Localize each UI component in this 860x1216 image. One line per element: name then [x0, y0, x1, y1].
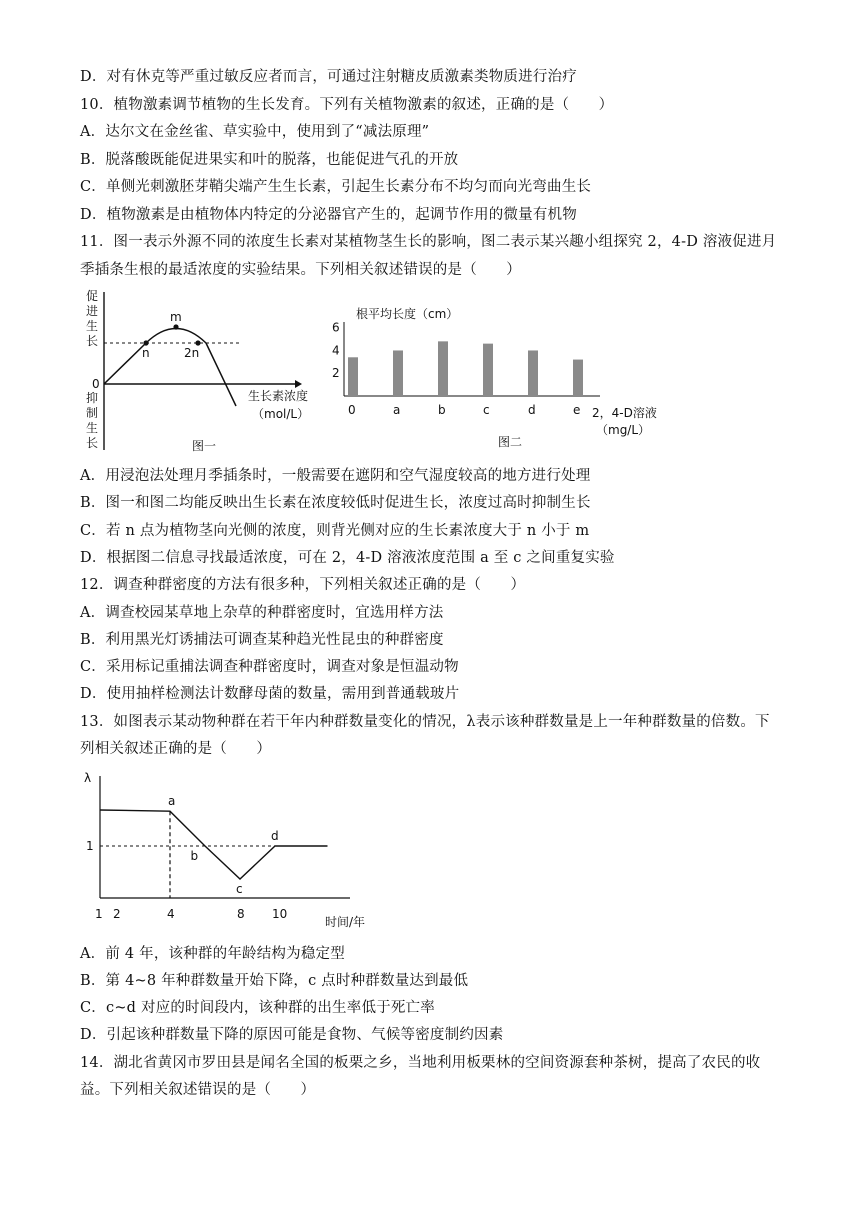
figure-2-y-tick: 4: [332, 343, 340, 358]
question-13: 13．如图表示某动物种群在若干年内种群数量变化的情况，λ表示该种群数量是上一年种群数量的倍数。下: [80, 714, 770, 730]
figure-1-x-unit: （mol/L）: [252, 407, 310, 421]
x-tick-d: d: [528, 403, 536, 417]
bar-e: [573, 360, 583, 396]
option-13-b: B．第 4~8 年种群数量开始下降，c 点时种群数量达到最低: [80, 973, 469, 989]
option-13-c: C．c~d 对应的时间段内，该种群的出生率低于死亡率: [80, 1000, 435, 1016]
figure-1-origin: 0: [92, 377, 100, 391]
figure-2-y-tick: 6: [332, 320, 340, 335]
option-13-a: A．前 4 年，该种群的年龄结构为稳定型: [80, 946, 345, 962]
figure-3-y-tick-1: 1: [86, 839, 94, 853]
svg-text:进: 进: [86, 304, 99, 318]
point-label-b: b: [190, 849, 199, 863]
figure-1: [80, 286, 320, 456]
figure-2-x-label: 2，4-D溶液: [592, 406, 657, 420]
point-n: [143, 340, 148, 345]
option-11-d: D．根据图二信息寻找最适浓度，可在 2，4-D 溶液浓度范围 a 至 c 之间重复实验: [80, 550, 615, 566]
svg-text:促: 促: [86, 289, 99, 303]
figure-2: [330, 300, 657, 450]
option-11-a: A．用浸泡法处理月季插条时，一般需要在遮阴和空气湿度较高的地方进行处理: [80, 468, 591, 484]
svg-text:长: 长: [86, 436, 99, 450]
lambda-line: [100, 810, 328, 879]
question-13-cont: 列相关叙述正确的是（ ）: [80, 741, 272, 757]
x-tick-c: c: [483, 403, 490, 417]
figure-2-y-tick: 2: [332, 366, 340, 381]
x-tick-4: 4: [167, 907, 175, 921]
option-11-b: B．图一和图二均能反映出生长素在浓度较低时促进生长，浓度过高时抑制生长: [80, 495, 591, 511]
x-tick-e: e: [573, 403, 581, 417]
x-tick-10: 10: [272, 907, 288, 921]
svg-text:抑: 抑: [86, 391, 99, 405]
option-10-c: C．单侧光刺激胚芽鞘尖端产生生长素，引起生长素分布不均匀而向光弯曲生长: [80, 179, 592, 195]
figure-1-y-label-bottom: [86, 390, 98, 450]
figure-1-curve: [104, 329, 236, 407]
point-label-c: c: [236, 882, 243, 896]
option-13-d: D．引起该种群数量下降的原因可能是食物、气候等密度制约因素: [80, 1027, 504, 1043]
label-m: m: [170, 310, 182, 324]
x-tick-0: 0: [348, 403, 356, 417]
point-label-a: a: [168, 794, 176, 809]
option-11-c: C．若 n 点为植物茎向光侧的浓度，则背光侧对应的生长素浓度大于 n 小于 m: [80, 523, 590, 539]
question-11-cont: 季插条生根的最适浓度的实验结果。下列相关叙述错误的是（ ）: [80, 262, 521, 278]
figure-3: [80, 766, 380, 936]
point-2n: [195, 340, 200, 345]
option-10-b: B．脱落酸既能促进果实和叶的脱落，也能促进气孔的开放: [80, 152, 459, 168]
option-10-d: D．植物激素是由植物体内特定的分泌器官产生的，起调节作用的微量有机物: [80, 207, 577, 223]
figure-3-y-label: λ: [84, 771, 92, 785]
bar-b: [438, 341, 448, 396]
question-14-cont: 益。下列相关叙述错误的是（ ）: [80, 1082, 316, 1098]
label-n: n: [142, 346, 150, 360]
point-m: [173, 324, 178, 329]
bar-0: [348, 357, 358, 396]
option-12-d: D．使用抽样检测法计数酵母菌的数量，需用到普通载玻片: [80, 686, 460, 702]
option-12-c: C．采用标记重捕法调查种群密度时，调查对象是恒温动物: [80, 659, 459, 675]
svg-text:生: 生: [86, 421, 99, 435]
point-label-d: d: [271, 829, 279, 843]
svg-text:制: 制: [86, 406, 99, 420]
svg-text:长: 长: [86, 334, 99, 348]
figure-1-y-label-top: [86, 289, 98, 348]
x-tick-a: a: [393, 403, 401, 417]
label-2n: 2n: [184, 346, 200, 360]
svg-text:生: 生: [86, 319, 99, 333]
x-tick-b: b: [438, 403, 446, 417]
x-tick-2: 2: [113, 907, 121, 921]
figure-1-x-arrow: [295, 380, 302, 388]
option-9-d: D．对有休克等严重过敏反应者而言，可通过注射糖皮质激素类物质进行治疗: [80, 69, 577, 85]
question-12: 12．调查种群密度的方法有很多种，下列相关叙述正确的是（ ）: [80, 577, 526, 593]
figure-2-x-unit: （mg/L）: [596, 423, 651, 437]
bar-a: [393, 350, 403, 396]
x-tick-8: 8: [237, 907, 245, 921]
question-11: 11．图一表示外源不同的浓度生长素对某植物茎生长的影响，图二表示某兴趣小组探究 2，4-D 溶液促进月: [80, 234, 777, 250]
figure-1-caption: 图一: [192, 439, 217, 453]
question-10: 10．植物激素调节植物的生长发育。下列有关植物激素的叙述，正确的是（ ）: [80, 97, 614, 113]
figure-2-y-label: 根平均长度（cm）: [356, 307, 459, 321]
figure-2-caption: 图二: [498, 435, 523, 449]
option-12-a: A．调查校园某草地上杂草的种群密度时，宜选用样方法: [80, 605, 444, 621]
bar-d: [528, 350, 538, 396]
figure-3-x-label: 时间/年: [325, 915, 366, 929]
bar-c: [483, 344, 493, 396]
option-10-a: A．达尔文在金丝雀、草实验中，使用到了“减法原理”: [80, 124, 430, 140]
x-tick-1: 1: [95, 907, 103, 921]
question-14: 14．湖北省黄冈市罗田县是闻名全国的板栗之乡，当地利用板栗林的空间资源套种茶树，提高了农民的收: [80, 1055, 761, 1071]
figure-1-x-label: 生长素浓度: [248, 389, 309, 403]
option-12-b: B．利用黑光灯诱捕法可调查某种趋光性昆虫的种群密度: [80, 632, 444, 648]
